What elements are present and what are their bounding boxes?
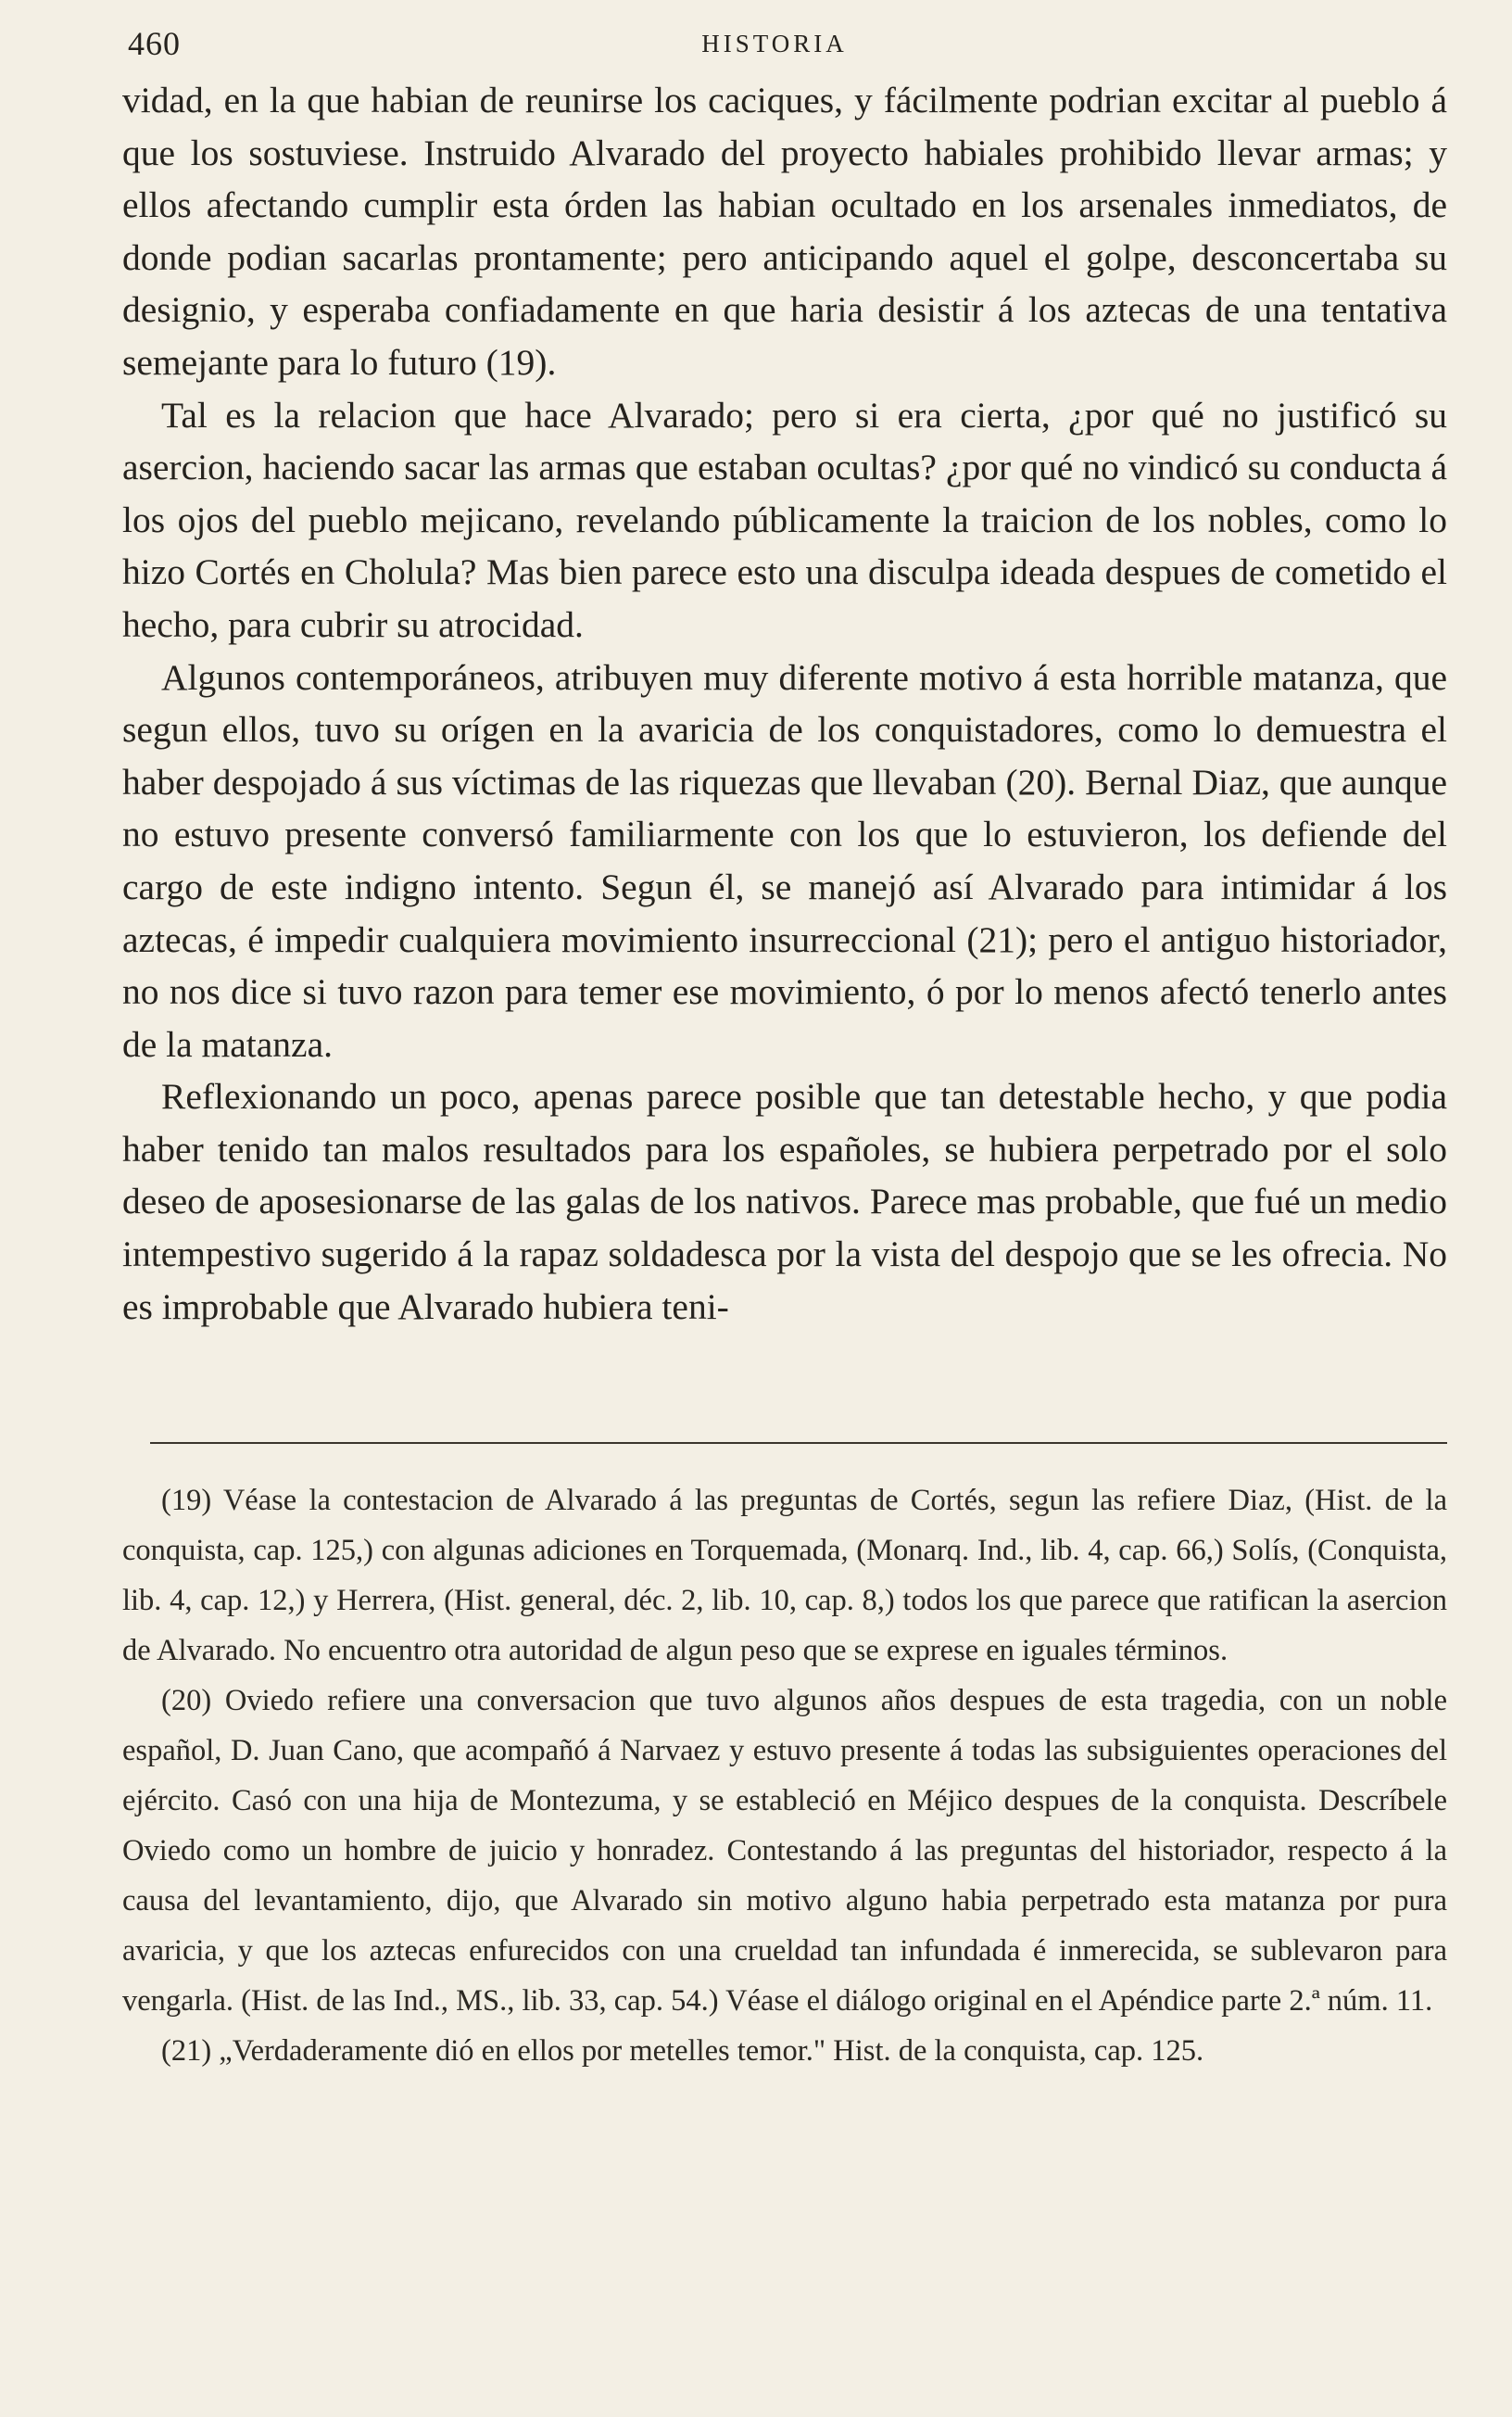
body-paragraph: Tal es la relacion que hace Alvarado; pero si era cierta, ¿por qué no justificó su asercion, haciendo sacar las armas que estaban ocultas? ¿por qué no vindicó su conducta á los ojos del pueblo mejicano, revelando públicamente la traicion de los nobles, como lo hizo Cortés en Cholula? Mas bien parece esto una disculpa ideada despues de cometido el hecho, para cubrir su atrocidad. bbox=[122, 394, 1447, 645]
running-head: HISTORIA bbox=[701, 30, 848, 57]
page-number: 460 bbox=[128, 25, 181, 62]
body-paragraph: Algunos contemporáneos, atribuyen muy diferente motivo á esta horrible matanza, que segun ellos, tuvo su orígen en la avaricia de los conquistadores, como lo demuestra el haber despojado á sus víctimas de las riquezas que llevaban (20). Bernal Diaz, que aunque no estuvo presente conversó familiarmente con los que lo estuvieron, los defiende del cargo de este indigno intento. Segun él, se manejó así Alvarado para intimidar á los aztecas, é impedir cualquiera movimiento insurreccional (21); pero el antiguo historiador, no nos dice si tuvo razon para temer ese movimiento, ó por lo menos afectó tenerlo antes de la matanza. bbox=[122, 656, 1447, 1065]
footnote-19: (19) Véase la contestacion de Alvarado á las preguntas de Cortés, segun las refiere Diaz, (Hist. de la conquista, cap. 125,) con algunas adiciones en Torquemada, (Monarq. Ind., lib. 4, cap. 66,) Solís, (Conquista, lib. 4, cap. 12,) y Herrera, (Hist. general, déc. 2, lib. 10, cap. 8,) todos los que parece que ratifican la asercion de Alvarado. No encuentro otra autoridad de algun peso que se exprese en iguales términos. bbox=[122, 1484, 1447, 1667]
body-paragraph: Reflexionando un poco, apenas parece posible que tan detestable hecho, y que podia haber tenido tan malos resultados para los españoles, se hubiera perpetrado por el solo deseo de aposesionarse de las galas de los nativos. Parece mas probable, que fué un medio intempestivo sugerido á la rapaz soldadesca por la vista del despojo que se les ofrecia. No es improbable que Alvarado hubiera teni- bbox=[122, 1076, 1447, 1327]
main-text bbox=[122, 74, 1447, 1333]
footnote-divider bbox=[150, 1442, 1447, 1444]
body-paragraph: vidad, en la que habian de reunirse los caciques, y fácilmente podrian excitar al pueblo á que los sostuviese. Instruido Alvarado del proyecto habiales prohibido llevar armas; y ellos afectando cumplir esta órden las habian ocultado en los arsenales inmediatos, de donde podian sacarlas prontamente; pero anticipando aquel el golpe, desconcertaba su designio, y esperaba confiadamente en que haria desistir á los aztecas de una tentativa semejante para lo futuro (19). bbox=[122, 80, 1447, 383]
footnote-20: (20) Oviedo refiere una conversacion que tuvo algunos años despues de esta tragedia, con un noble español, D. Juan Cano, que acompañó á Narvaez y estuvo presente á todas las subsiguientes operaciones del ejército. Casó con una hija de Montezuma, y se estableció en Méjico despues de la conquista. Descríbele Oviedo como un hombre de juicio y honradez. Contestando á las preguntas del historiador, respecto á la causa del levantamiento, dijo, que Alvarado sin motivo alguno habia perpetrado esta matanza por pura avaricia, y que los aztecas enfurecidos con una crueldad tan infundada é inmerecida, se sublevaron para vengarla. (Hist. de las Ind., MS., lib. 33, cap. 54.) Véase el diálogo original en el Apéndice parte 2.ª núm. 11. bbox=[122, 1684, 1447, 2018]
footnote-21: (21) „Verdaderamente dió en ellos por metelles temor." Hist. de la conquista, cap. 125. bbox=[161, 2034, 1204, 2068]
footnotes bbox=[122, 1475, 1447, 2076]
